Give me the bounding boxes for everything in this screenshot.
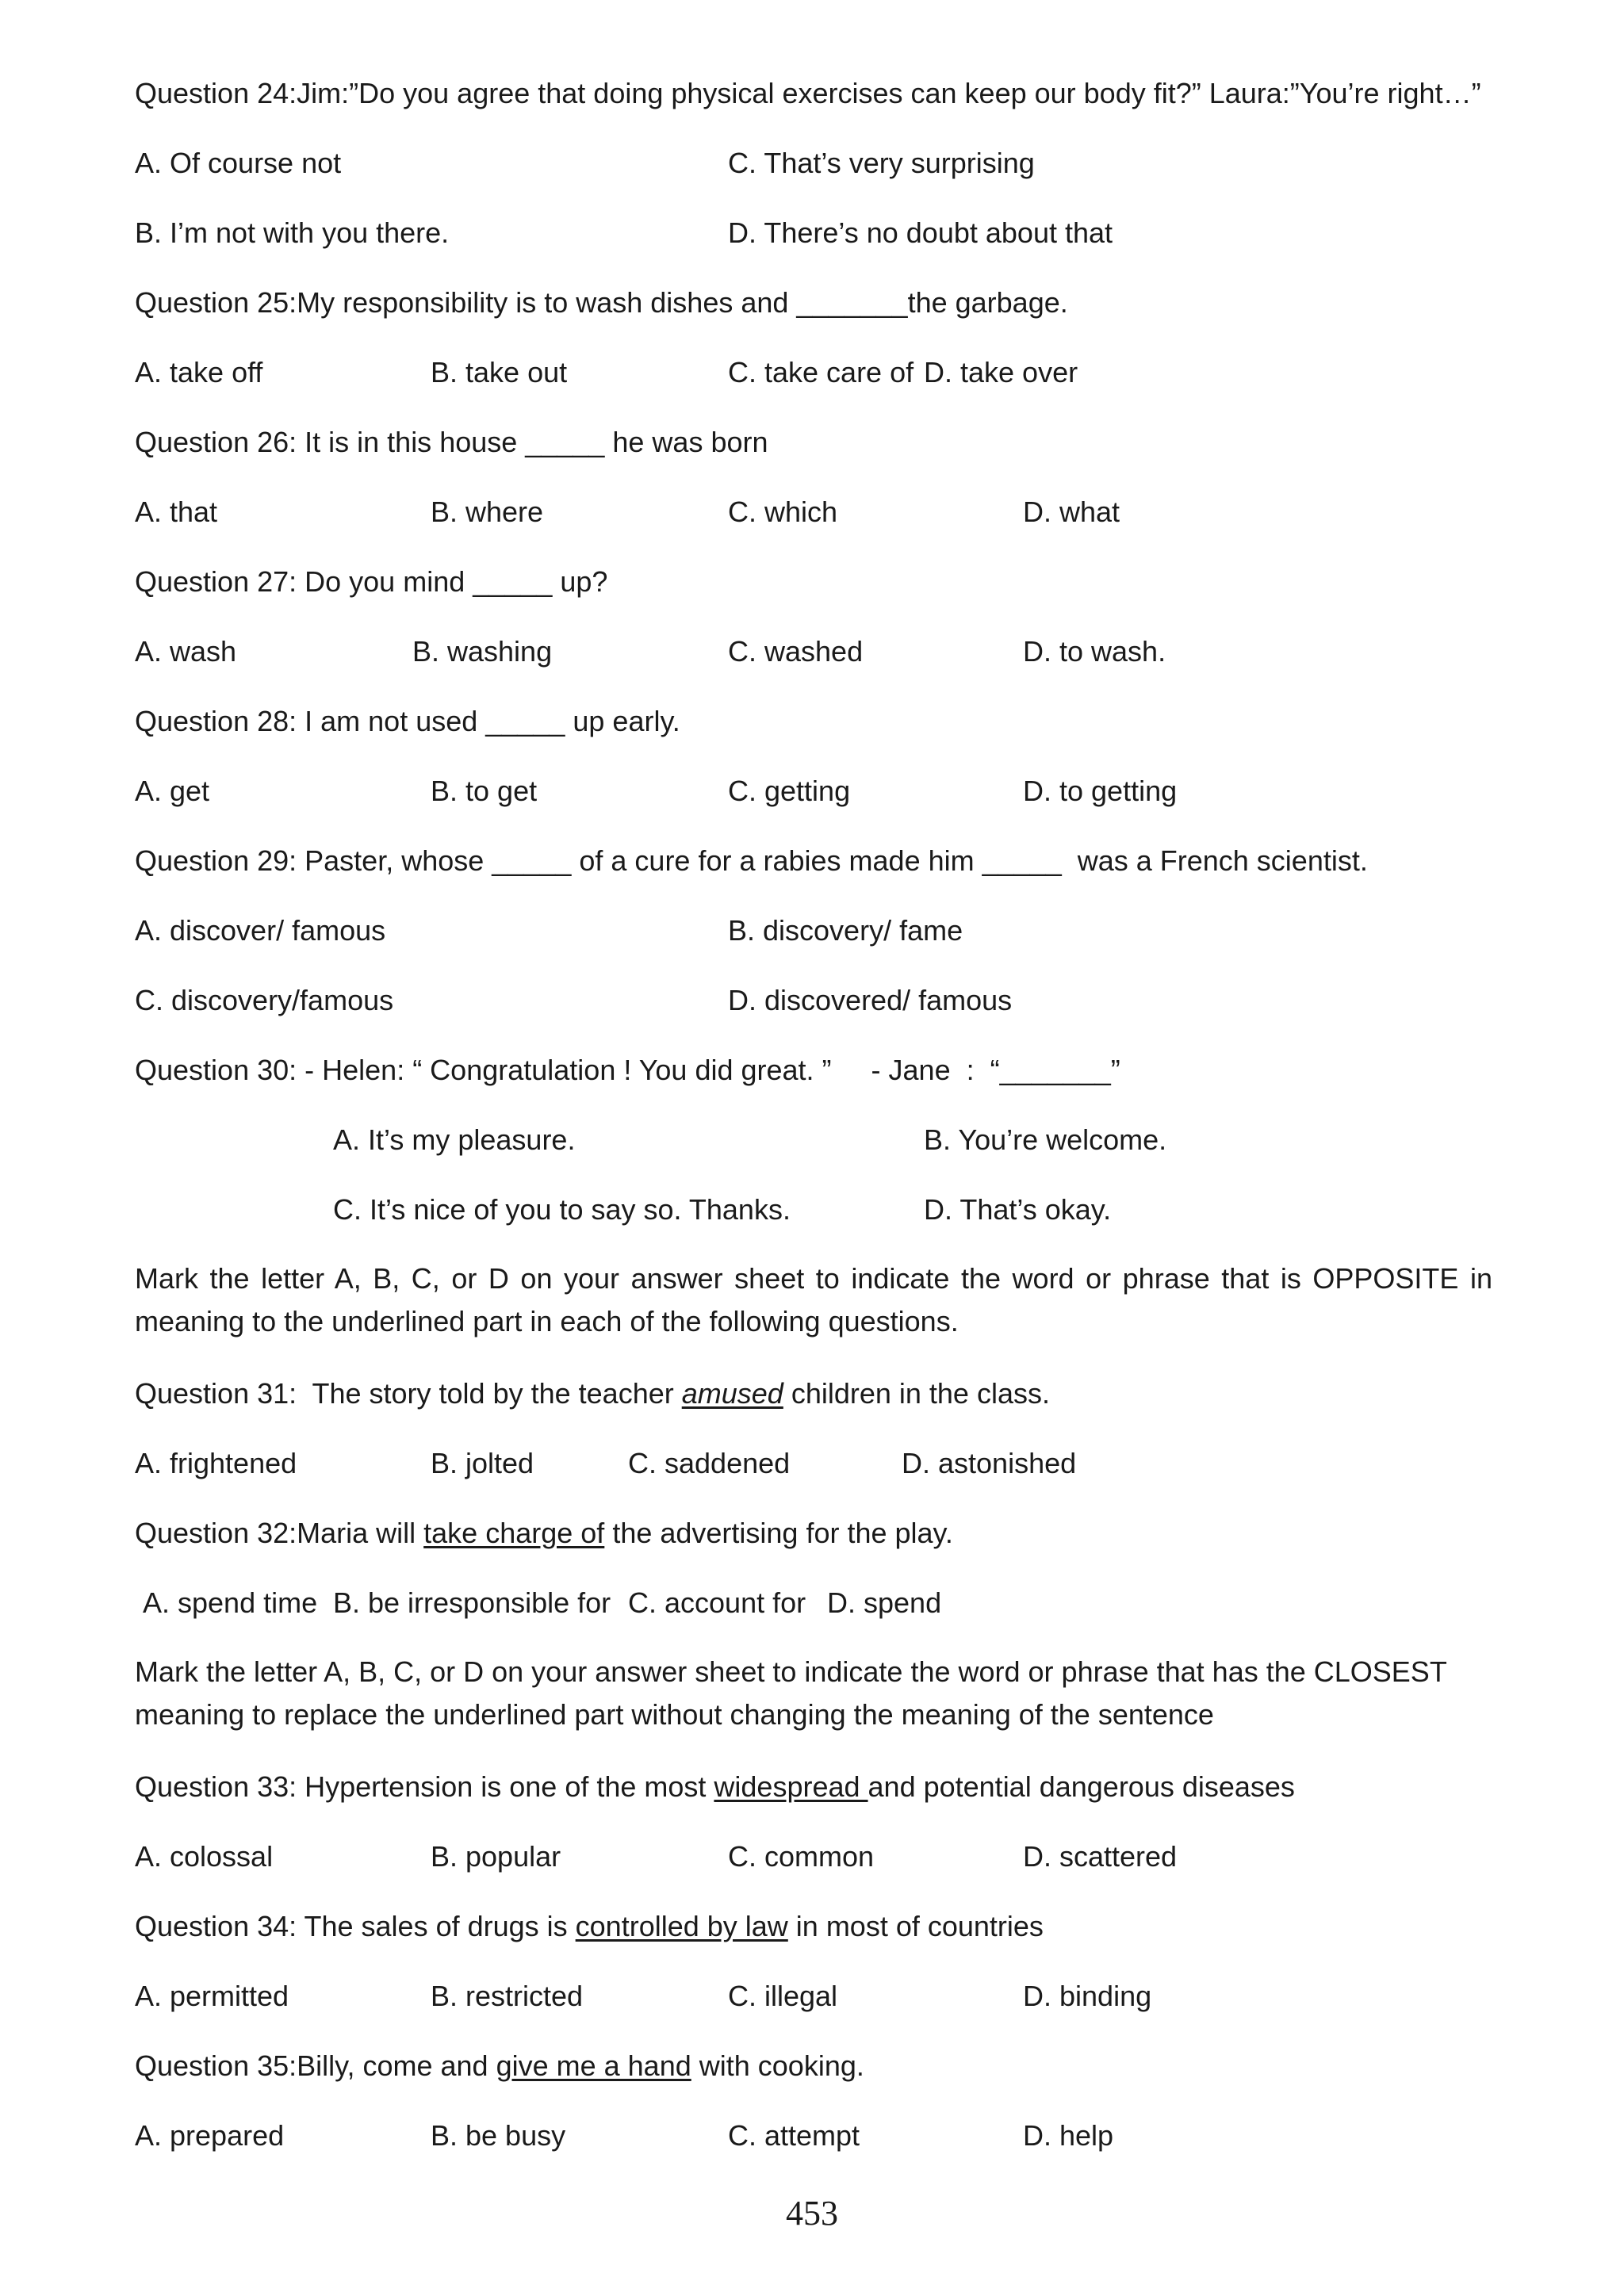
q29-option-a: A. discover/ famous (135, 914, 386, 947)
q27-option-c: C. washed (728, 635, 864, 668)
q33-underlined-word: widespread (714, 1770, 868, 1803)
q35-stem-text-end: with cooking. (691, 2049, 864, 2082)
q30-stem: Question 30: - Helen: “ Congratulation ! You did great. ” - Jane : “_______” (135, 1054, 1120, 1086)
q24-option-a: A. Of course not (135, 147, 342, 179)
q24-stem: Question 24:Jim:”Do you agree that doing physical exercises can keep our body fit?” Laura:”You’re right…” (135, 77, 1481, 109)
q31-option-b: B. jolted (431, 1447, 534, 1479)
q30-option-b: B. You’re welcome. (924, 1123, 1167, 1156)
q26-option-c: C. which (728, 496, 838, 528)
q31-stem (135, 1377, 1050, 1410)
q27-option-d: D. to wash. (1023, 635, 1166, 668)
q27-option-b: B. washing (412, 635, 553, 668)
page-number: 453 (786, 2194, 838, 2233)
q26-option-b: B. where (431, 496, 544, 528)
q33-stem-text: Question 33: Hypertension is one of the most (135, 1770, 714, 1803)
q34-stem (135, 1912, 1044, 1941)
q32-option-d: D. spend (827, 1586, 942, 1619)
q25-option-a: A. take off (135, 356, 263, 388)
q27-stem: Question 27: Do you mind _____ up? (135, 565, 608, 598)
q34-underlined-phrase: controlled by law (575, 1910, 788, 1942)
q29-stem: Question 29: Paster, whose _____ of a cure for a rabies made him _____ was a French scientist. (135, 844, 1368, 877)
q28-stem: Question 28: I am not used _____ up early. (135, 705, 680, 737)
q30-option-c: C. It’s nice of you to say so. Thanks. (333, 1193, 791, 1226)
q26-stem: Question 26: It is in this house _____ he was born (135, 426, 768, 458)
q28-option-b: B. to get (431, 775, 538, 807)
q35-underlined-phrase: give me a hand (496, 2049, 691, 2082)
q32-stem-text-end: the advertising for the play. (604, 1517, 953, 1549)
q25-option-d: D. take over (924, 356, 1078, 388)
q27-option-a: A. wash (135, 635, 237, 668)
q33-option-b: B. popular (431, 1840, 561, 1873)
q33-option-d: D. scattered (1023, 1840, 1178, 1873)
q35-option-b: B. be busy (431, 2119, 566, 2152)
q25-option-b: B. take out (431, 356, 568, 388)
q33-stem (135, 1770, 1295, 1803)
instruction-closest: Mark the letter A, B, C, or D on your answer sheet to indicate the word or phrase that has the CLOSEST meaning to replace the underlined part without changing the meaning of the sentence (135, 1655, 1447, 1731)
q32-option-a: A. spend time (143, 1586, 318, 1619)
q28-option-d: D. to getting (1023, 775, 1178, 807)
q29-option-c: C. discovery/famous (135, 984, 394, 1016)
q31-option-d: D. astonished (902, 1447, 1077, 1479)
q29-option-d: D. discovered/ famous (728, 984, 1013, 1016)
q32-stem-text: Question 32:Maria will (135, 1517, 424, 1549)
q34-option-c: C. illegal (728, 1980, 838, 2012)
q28-option-c: C. getting (728, 775, 851, 807)
q34-stem-text-end: in most of countries (787, 1910, 1044, 1942)
q33-option-a: A. colossal (135, 1840, 274, 1873)
q29-option-b: B. discovery/ fame (728, 914, 963, 947)
q32-option-b: B. be irresponsible for (333, 1586, 611, 1619)
q30-option-d: D. That’s okay. (924, 1193, 1112, 1226)
q35-option-d: D. help (1023, 2119, 1114, 2152)
q31-stem-text-end: children in the class. (783, 1377, 1050, 1410)
q24-option-b: B. I’m not with you there. (135, 216, 450, 249)
q31-option-a: A. frightened (135, 1447, 297, 1479)
instruction-opposite: Mark the letter A, B, C, or D on your answer sheet to indicate the word or phrase that is OPPOSITE in meaning to the underlined part in each of the following questions. (135, 1262, 1492, 1337)
q26-option-d: D. what (1023, 496, 1120, 528)
q35-option-a: A. prepared (135, 2119, 285, 2152)
q31-underlined-word: amused (681, 1377, 783, 1410)
q26-option-a: A. that (135, 496, 218, 528)
q35-stem (135, 2049, 864, 2082)
q34-stem-text: Question 34: The sales of drugs is (135, 1910, 576, 1942)
q34-option-a: A. permitted (135, 1980, 289, 2012)
q24-option-c: C. That’s very surprising (728, 147, 1035, 179)
q31-option-c: C. saddened (628, 1447, 791, 1479)
q32-option-c: C. account for (628, 1586, 806, 1619)
q35-option-c: C. attempt (728, 2119, 860, 2152)
q32-underlined-phrase: take charge of (423, 1517, 605, 1549)
q32-stem (135, 1519, 953, 1548)
q30-option-a: A. It’s my pleasure. (333, 1123, 576, 1156)
q34-option-b: B. restricted (431, 1980, 584, 2012)
q25-option-c: C. take care of (728, 356, 914, 388)
q31-stem-text: Question 31: The story told by the teacher (135, 1377, 682, 1410)
q33-option-c: C. common (728, 1840, 875, 1873)
q34-option-d: D. binding (1023, 1980, 1152, 2012)
q35-stem-text: Question 35:Billy, come and (135, 2049, 496, 2082)
q25-stem: Question 25:My responsibility is to wash dishes and _______the garbage. (135, 286, 1068, 319)
q28-option-a: A. get (135, 775, 210, 807)
q33-stem-text-end: and potential dangerous diseases (868, 1770, 1295, 1803)
q24-option-d: D. There’s no doubt about that (728, 216, 1113, 249)
